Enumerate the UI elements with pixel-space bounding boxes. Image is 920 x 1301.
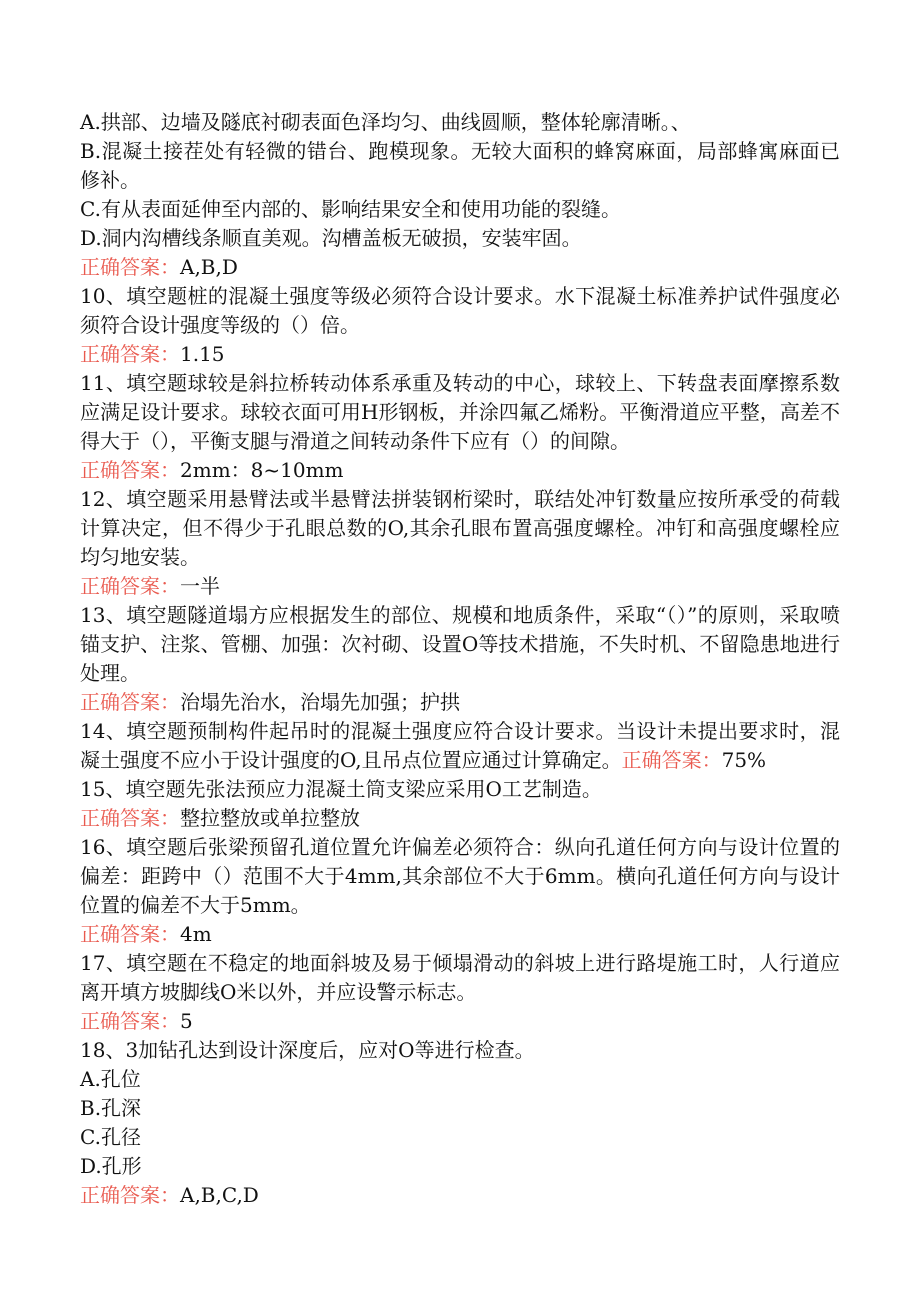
question-paragraph: 10、填空题桩的混凝土强度等级必须符合设计要求。水下混凝土标准养护试件强度必须符合设计强度等级的（）倍。: [80, 284, 840, 337]
answer-value: 整拉整放或单拉整放: [180, 806, 360, 830]
answer-value: 一半: [180, 574, 220, 598]
answer-label: 正确答案：: [80, 458, 180, 482]
question-paragraph: [80, 717, 840, 775]
answer-line: [80, 1181, 840, 1210]
question-text: 14、填空题预制构件起吊时的混凝土强度应符合设计要求。当设计未提出要求时，混凝土强度不应小于设计强度的O,且吊点位置应通过计算确定。: [80, 719, 840, 772]
text-line: D.孔形: [80, 1154, 142, 1178]
text-line: D.洞内沟槽线条顺直美观。沟槽盖板无破损，安装牢固。: [80, 226, 582, 250]
text-line: 15、填空题先张法预应力混凝土筒支梁应采用O工艺制造。: [80, 777, 602, 801]
text-line: 18、3加钻孔达到设计深度后，应对O等进行检查。: [80, 1038, 535, 1062]
text-line: A.拱部、边墙及隧底衬砌表面色泽均匀、曲线圆顺，整体轮廓清晰。、: [80, 110, 691, 134]
answer-line: [80, 340, 840, 369]
answer-line: [80, 688, 840, 717]
answer-value: 治塌先治水，治塌先加强；护拱: [180, 690, 460, 714]
question-paragraph: 13、填空题隧道塌方应根据发生的部位、规模和地质条件，采取“（）”的原则，采取喷锚支护、注浆、管棚、加强：次衬砌、设置O等技术措施，不失时机、不留隐患地进行处理。: [80, 603, 840, 685]
answer-label: 正确答案：: [80, 255, 180, 279]
answer-label: 正确答案：: [80, 1009, 180, 1033]
answer-label: 正确答案：: [621, 748, 722, 772]
answer-value: 75%: [721, 748, 767, 772]
answer-value: 2mm：8~10mm: [180, 458, 344, 482]
question-paragraph: 16、填空题后张梁预留孔道位置允许偏差必须符合：纵向孔道任何方向与设计位置的偏差：距跨中（）范围不大于4mm,其余部位不大于6mm。横向孔道任何方向与设计位置的偏差不大于5mm。: [80, 835, 840, 917]
question-paragraph: 12、填空题采用悬臂法或半悬臂法拼装钢桁梁时，联结处冲钉数量应按所承受的荷载计算决定，但不得少于孔眼总数的O,其余孔眼布置高强度螺栓。冲钉和高强度螺栓应均匀地安装。: [80, 487, 840, 569]
answer-line: [80, 572, 840, 601]
answer-line: [80, 253, 840, 282]
answer-value: 5: [180, 1009, 193, 1033]
question-paragraph: 17、填空题在不稳定的地面斜坡及易于倾塌滑动的斜坡上进行路堤施工时，人行道应离开填方坡脚线O米以外，并应设警示标志。: [80, 951, 840, 1004]
answer-label: 正确答案：: [80, 1183, 180, 1207]
answer-label: 正确答案：: [80, 922, 180, 946]
answer-value: A,B,C,D: [180, 1183, 259, 1207]
question-paragraph: B.混凝土接茬处有轻微的错台、跑模现象。无较大面积的蜂窝麻面，局部蜂寓麻面已修补。: [80, 139, 840, 192]
answer-label: 正确答案：: [80, 574, 180, 598]
answer-label: 正确答案：: [80, 342, 180, 366]
answer-line: [80, 920, 840, 949]
text-line: B.孔深: [80, 1096, 142, 1120]
answer-line: [80, 1007, 840, 1036]
answer-label: 正确答案：: [80, 806, 180, 830]
text-line: C.有从表面延伸至内部的、影响结果安全和使用功能的裂缝。: [80, 197, 621, 221]
answer-value: A,B,D: [180, 255, 238, 279]
answer-value: 4m: [180, 922, 212, 946]
answer-line: [80, 456, 840, 485]
answer-value: 1.15: [180, 342, 225, 366]
text-line: A.孔位: [80, 1067, 141, 1091]
document-body: [80, 108, 840, 1210]
answer-line: [80, 804, 840, 833]
answer-label: 正确答案：: [80, 690, 180, 714]
text-line: C.孔径: [80, 1125, 141, 1149]
question-paragraph: 11、填空题球较是斜拉桥转动体系承重及转动的中心，球较上、下转盘表面摩擦系数应满足设计要求。球较衣面可用H形钢板，并涂四氟乙烯粉。平衡滑道应平整，高差不得大于（），平衡支腿与滑道之间转动条件下应有（）的间隙。: [80, 371, 840, 453]
